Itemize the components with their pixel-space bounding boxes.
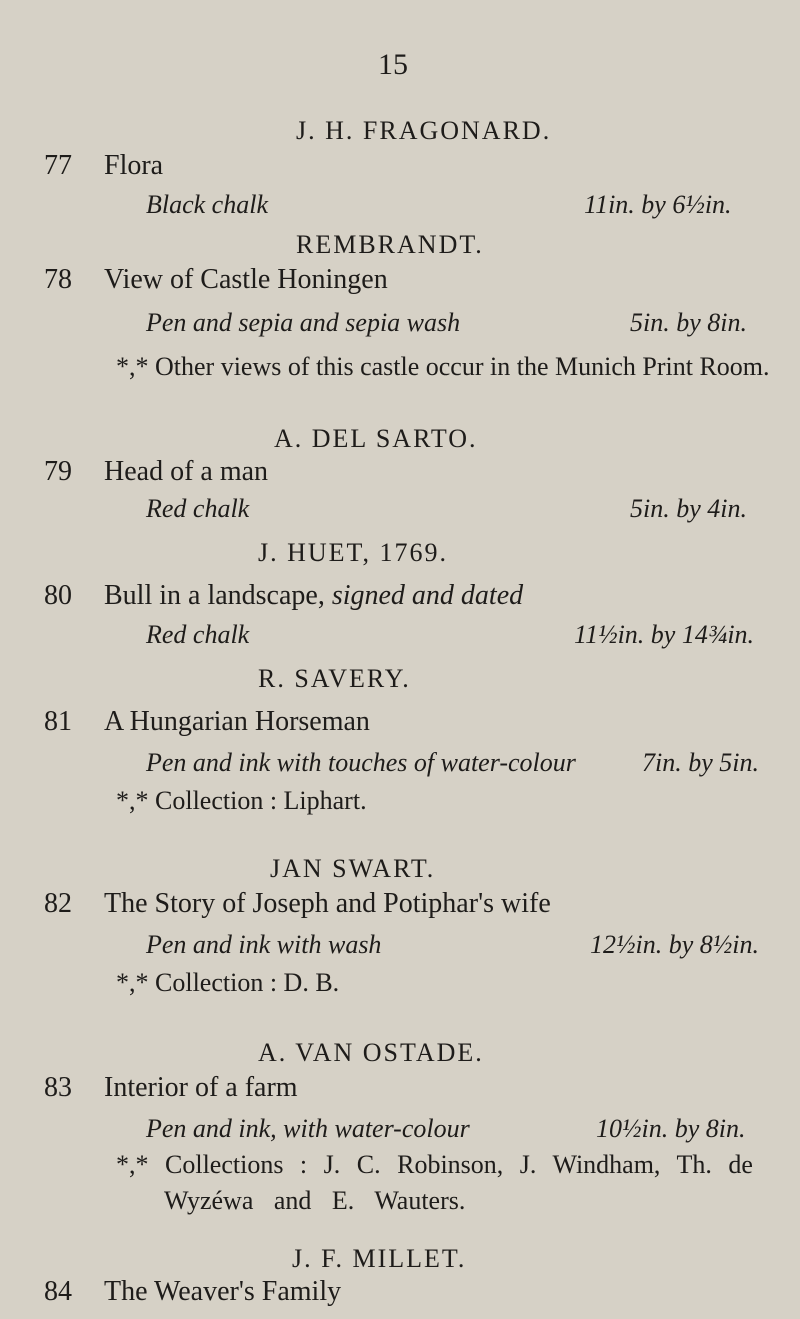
lot-size-82: 12½in. by 8½in. [590, 930, 759, 959]
lot-number-83: 83 [44, 1072, 72, 1103]
lot-number-80: 80 [44, 580, 72, 611]
lot-title-84: The Weaver's Family [104, 1276, 342, 1307]
artist-heading-fragonard: J. H. FRAGONARD. [296, 116, 552, 145]
lot-title-83: Interior of a farm [104, 1072, 298, 1103]
lot-note-82: *,* Collection : D. B. [116, 968, 340, 997]
lot-title-81: A Hungarian Horseman [104, 706, 370, 737]
artist-heading-van-ostade: A. VAN OSTADE. [258, 1038, 484, 1067]
lot-note-83-line2: Wyzéwa and E. Wauters. [164, 1186, 466, 1215]
artist-heading-rembrandt: REMBRANDT. [296, 230, 484, 259]
lot-size-78: 5in. by 8in. [630, 308, 747, 337]
lot-size-80: 11½in. by 14¾in. [574, 620, 755, 649]
lot-size-83: 10½in. by 8in. [596, 1114, 746, 1143]
lot-size-77: 11in. by 6½in. [584, 190, 732, 219]
lot-title-82: The Story of Joseph and Potiphar's wife [104, 888, 551, 919]
artist-heading-huet: J. HUET, 1769. [258, 538, 449, 567]
lot-title-79: Head of a man [104, 456, 269, 487]
lot-title-80-text: Bull in a landscape, [104, 580, 325, 611]
page-number: 15 [378, 48, 408, 81]
artist-heading-swart: JAN SWART. [270, 854, 436, 883]
artist-heading-savery: R. SAVERY. [258, 664, 411, 693]
lot-number-82: 82 [44, 888, 72, 919]
lot-size-81: 7in. by 5in. [642, 748, 759, 777]
lot-medium-82: Pen and ink with wash [146, 930, 382, 959]
lot-note-83: *,* Collections : J. C. Robinson, J. Windham, Th. de [116, 1150, 753, 1179]
lot-note-81: *,* Collection : Liphart. [116, 786, 367, 815]
lot-title-77: Flora [104, 150, 164, 181]
lot-number-79: 79 [44, 456, 72, 487]
lot-title-80-italic: signed and dated [331, 580, 524, 611]
lot-size-79: 5in. by 4in. [630, 494, 747, 523]
lot-medium-79: Red chalk [146, 494, 250, 523]
lot-title-80 [104, 580, 523, 612]
lot-number-78: 78 [44, 264, 72, 295]
lot-medium-80: Red chalk [146, 620, 250, 649]
artist-heading-millet: J. F. MILLET. [292, 1244, 467, 1273]
lot-number-81: 81 [44, 706, 72, 737]
lot-number-84: 84 [44, 1276, 72, 1307]
lot-title-78: View of Castle Honingen [104, 264, 388, 295]
artist-heading-del-sarto: A. DEL SARTO. [274, 424, 478, 453]
lot-number-77: 77 [44, 150, 72, 181]
lot-medium-78: Pen and sepia and sepia wash [146, 308, 461, 337]
lot-medium-83: Pen and ink, with water-colour [146, 1114, 470, 1143]
lot-medium-81: Pen and ink with touches of water-colour [146, 748, 576, 777]
lot-note-78: *,* Other views of this castle occur in the Munich Print Room. [116, 352, 770, 381]
lot-medium-77: Black chalk [146, 190, 268, 219]
